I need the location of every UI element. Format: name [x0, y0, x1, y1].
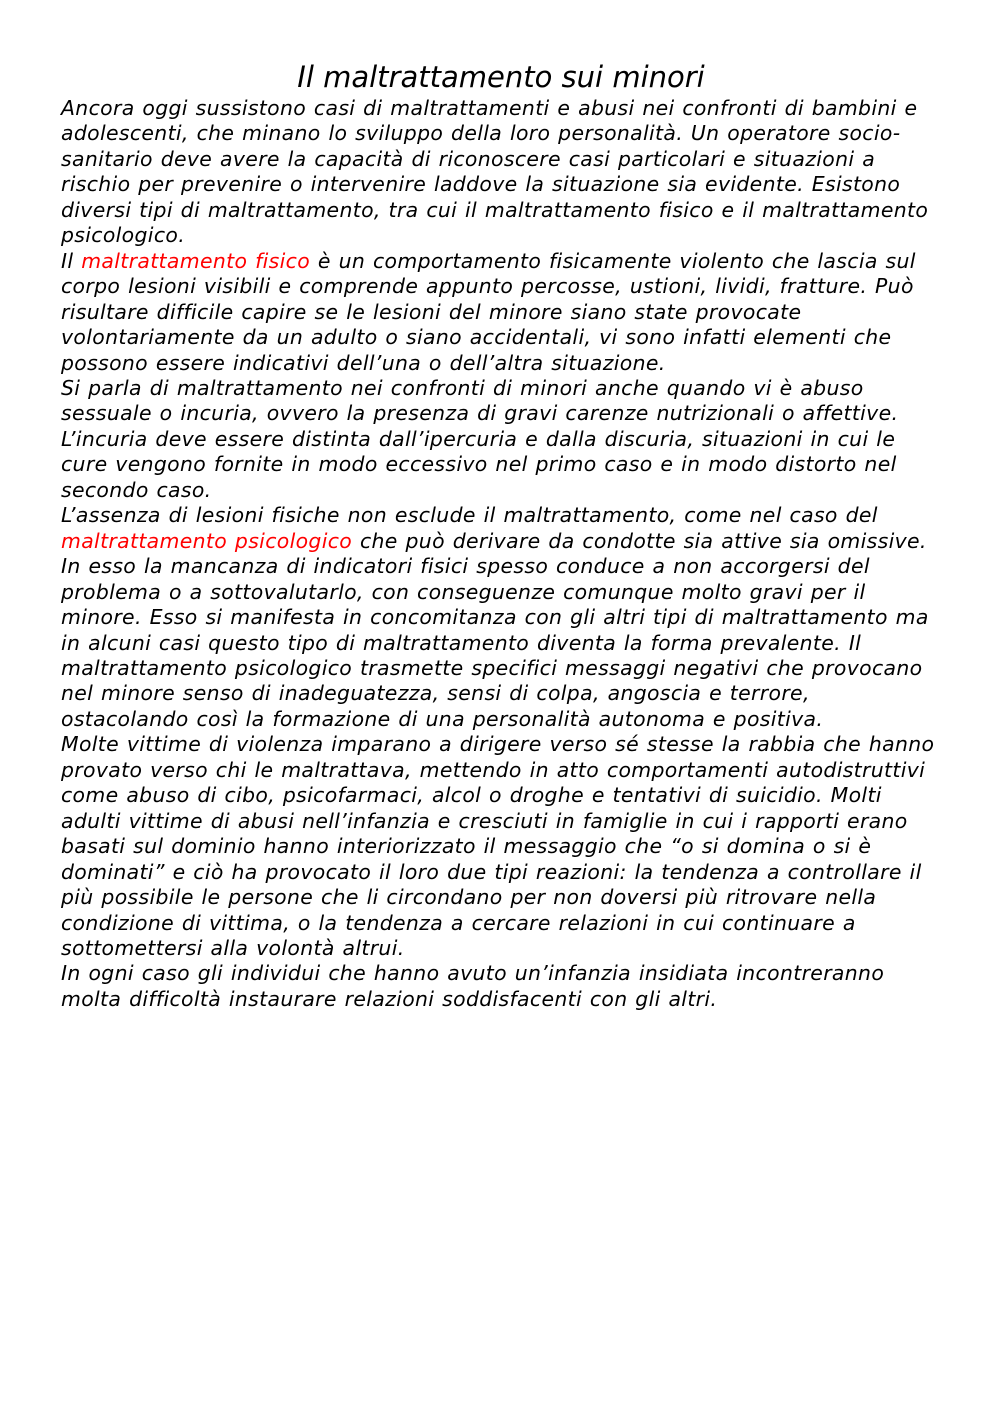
- paragraph-psychological-abuse: [61, 503, 941, 732]
- paragraph-neglect: Si parla di maltrattamento nei confronti di minori anche quando vi è abuso sessuale o incuria, ovvero la presenza di gravi carenze nutrizionali o affettive. L’incuria deve essere distinta dall’ipercuria e dalla discuria, situazioni in cui le cure vengono fornite in modo eccessivo nel primo caso e in modo distorto nel secondo caso.: [61, 375, 899, 502]
- document-page: [61, 58, 941, 1012]
- paragraph-text: L’assenza di lesioni fisiche non esclude il maltrattamento, come nel caso del: [61, 503, 878, 528]
- paragraph-text: che può derivare da condotte sia attive sia omissive. In esso la mancanza di indicatori fisici spesso conduce a non accorgersi del problema o a sottovalutarlo, con conseguenze comunque molto gravi per il minore. Esso si manifesta in concomitanza con gli altri tipi di maltrattamento ma in alcuni casi questo tipo di maltrattamento diventa la forma prevalente. Il maltrattamento psicologico trasmette specifici messaggi negativi che provocano nel minore senso di inadeguatezza, sensi di colpa, angoscia e terrore, ostacolando così la formazione di una personalità autonoma e positiva.: [61, 528, 929, 731]
- paragraph-physical-abuse: [61, 249, 941, 376]
- paragraph-consequences: Molte vittime di violenza imparano a dirigere verso sé stesse la rabbia che hanno provato verso chi le maltrattava, mettendo in atto comportamenti autodistruttivi come abuso di cibo, psicofarmaci, alcol o droghe e tentativi di suicidio. Molti adulti vittime di abusi nell’infanzia e cresciuti in famiglie in cui i rapporti erano basati sul dominio hanno interiorizzato il messaggio che “o si domina o si è dominati” e ciò ha provocato il loro due tipi reazioni: la tendenza a controllare il più possibile le persone che li circondano per non doversi più ritrovare nella condizione di vittima, o la tendenza a cercare relazioni in cui continuare a sottomettersi alla volontà altrui.: [61, 732, 935, 960]
- paragraph-text: è un comportamento fisicamente violento che lascia sul corpo lesioni visibili e comprende appunto percosse, ustioni, lividi, fratture. Può risultare difficile capire se le lesioni del minore siano state provocate volontariamente da un adulto o siano accidentali, vi sono infatti elementi che possono essere indicativi dell’una o dell’altra situazione.: [61, 248, 916, 375]
- paragraph-intro: Ancora oggi sussistono casi di maltrattamenti e abusi nei confronti di bambini e adolescenti, che minano lo sviluppo della loro personalità. Un operatore socio-sanitario deve avere la capacità di riconoscere casi particolari e situazioni a rischio per prevenire o intervenire laddove la situazione sia evidente. Esistono diversi tipi di maltrattamento, tra cui il maltrattamento fisico e il maltrattamento psicologico.: [61, 96, 929, 248]
- highlighted-term-physical-abuse: maltrattamento fisico: [81, 248, 311, 273]
- document-title: Il maltrattamento sui minori: [297, 60, 705, 94]
- highlighted-term-psychological-abuse: maltrattamento psicologico: [61, 528, 353, 553]
- paragraph-text: Il: [61, 248, 82, 273]
- paragraph-conclusion: In ogni caso gli individui che hanno avuto un’infanzia insidiata incontreranno molta difficoltà instaurare relazioni soddisfacenti con gli altri.: [61, 961, 885, 1011]
